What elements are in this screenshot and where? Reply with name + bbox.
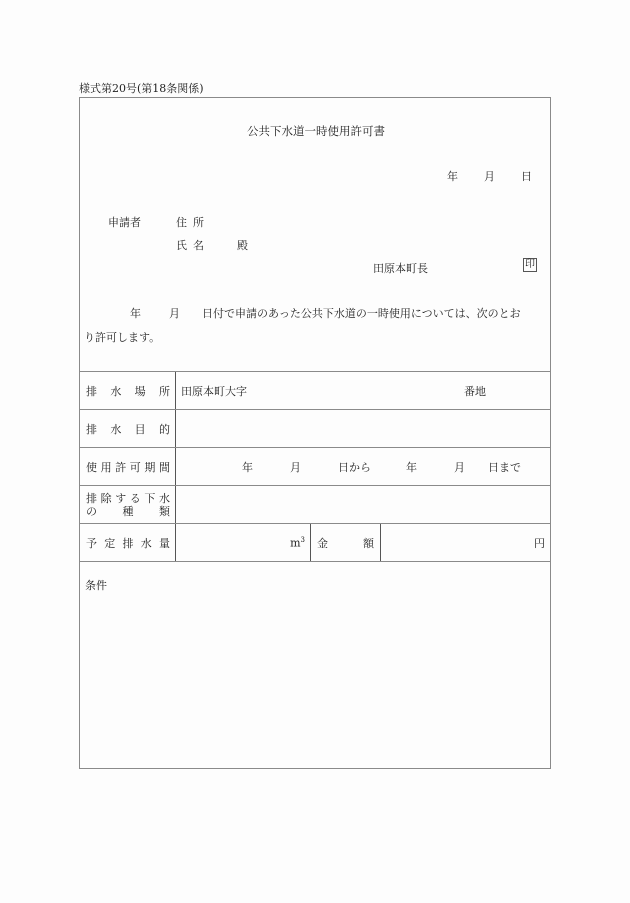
field-discharge-purpose[interactable]: [176, 410, 550, 447]
applicant-label: 申請者: [108, 216, 141, 229]
row-sewage-type: [80, 486, 550, 524]
row-discharge-location: [80, 372, 550, 410]
issue-date: [447, 168, 532, 184]
to-month: 月: [454, 460, 465, 474]
form-code: 様式第20号(第18条関係): [79, 82, 204, 95]
date-month: 月: [484, 170, 495, 183]
label-amount: 金 額: [311, 524, 381, 561]
label-discharge-location: [80, 372, 176, 409]
field-planned-volume[interactable]: [176, 524, 311, 561]
honorific: 殿: [237, 239, 248, 252]
currency-unit: 円: [534, 536, 545, 550]
to-year: 年: [406, 460, 417, 474]
label-planned-volume: 予 定 排 水 量: [80, 524, 176, 561]
row-planned-volume: [80, 524, 550, 562]
body-text-1: 日付で申請のあった公共下水道の一時使用については、次のとお: [202, 307, 521, 320]
row-discharge-purpose: [80, 410, 550, 448]
permit-form: [79, 97, 551, 769]
conditions-label: 条件: [85, 579, 107, 592]
name-label: 氏名: [176, 239, 210, 252]
permit-statement-line2: り許可します。: [84, 331, 161, 344]
from-year: 年: [242, 460, 253, 474]
permit-statement-line1: [130, 305, 521, 321]
issuer-title: 田原本町長: [373, 262, 428, 275]
place-suffix: 番地: [464, 384, 486, 398]
document-title: 公共下水道一時使用許可書: [247, 124, 385, 138]
date-day: 日: [521, 170, 532, 183]
from-month: 月: [290, 460, 301, 474]
body-month: 月: [169, 307, 180, 320]
field-amount[interactable]: [381, 524, 550, 561]
seal-stamp-box: 印: [525, 259, 535, 270]
address-label: 住所: [176, 216, 210, 229]
permit-details-table: [80, 371, 550, 562]
label-sewage-type: 排 除 す る 下 水 の 種 類: [80, 486, 176, 523]
label-permit-period: 使 用 許 可 期 間: [80, 448, 176, 485]
row-permit-period: [80, 448, 550, 486]
field-sewage-type[interactable]: [176, 486, 550, 523]
body-year: 年: [130, 307, 141, 320]
label-text: 排 水 場 所: [86, 384, 170, 398]
place-prefix: 田原本町大字: [181, 384, 247, 398]
to-day: 日まで: [488, 460, 521, 474]
label-discharge-purpose: 排 水 目 的: [80, 410, 176, 447]
field-permit-period[interactable]: [176, 448, 550, 485]
field-discharge-location[interactable]: [176, 372, 550, 409]
from-day: 日から: [338, 460, 371, 474]
volume-unit: $m^3$: [290, 535, 305, 550]
date-year: 年: [447, 170, 458, 183]
